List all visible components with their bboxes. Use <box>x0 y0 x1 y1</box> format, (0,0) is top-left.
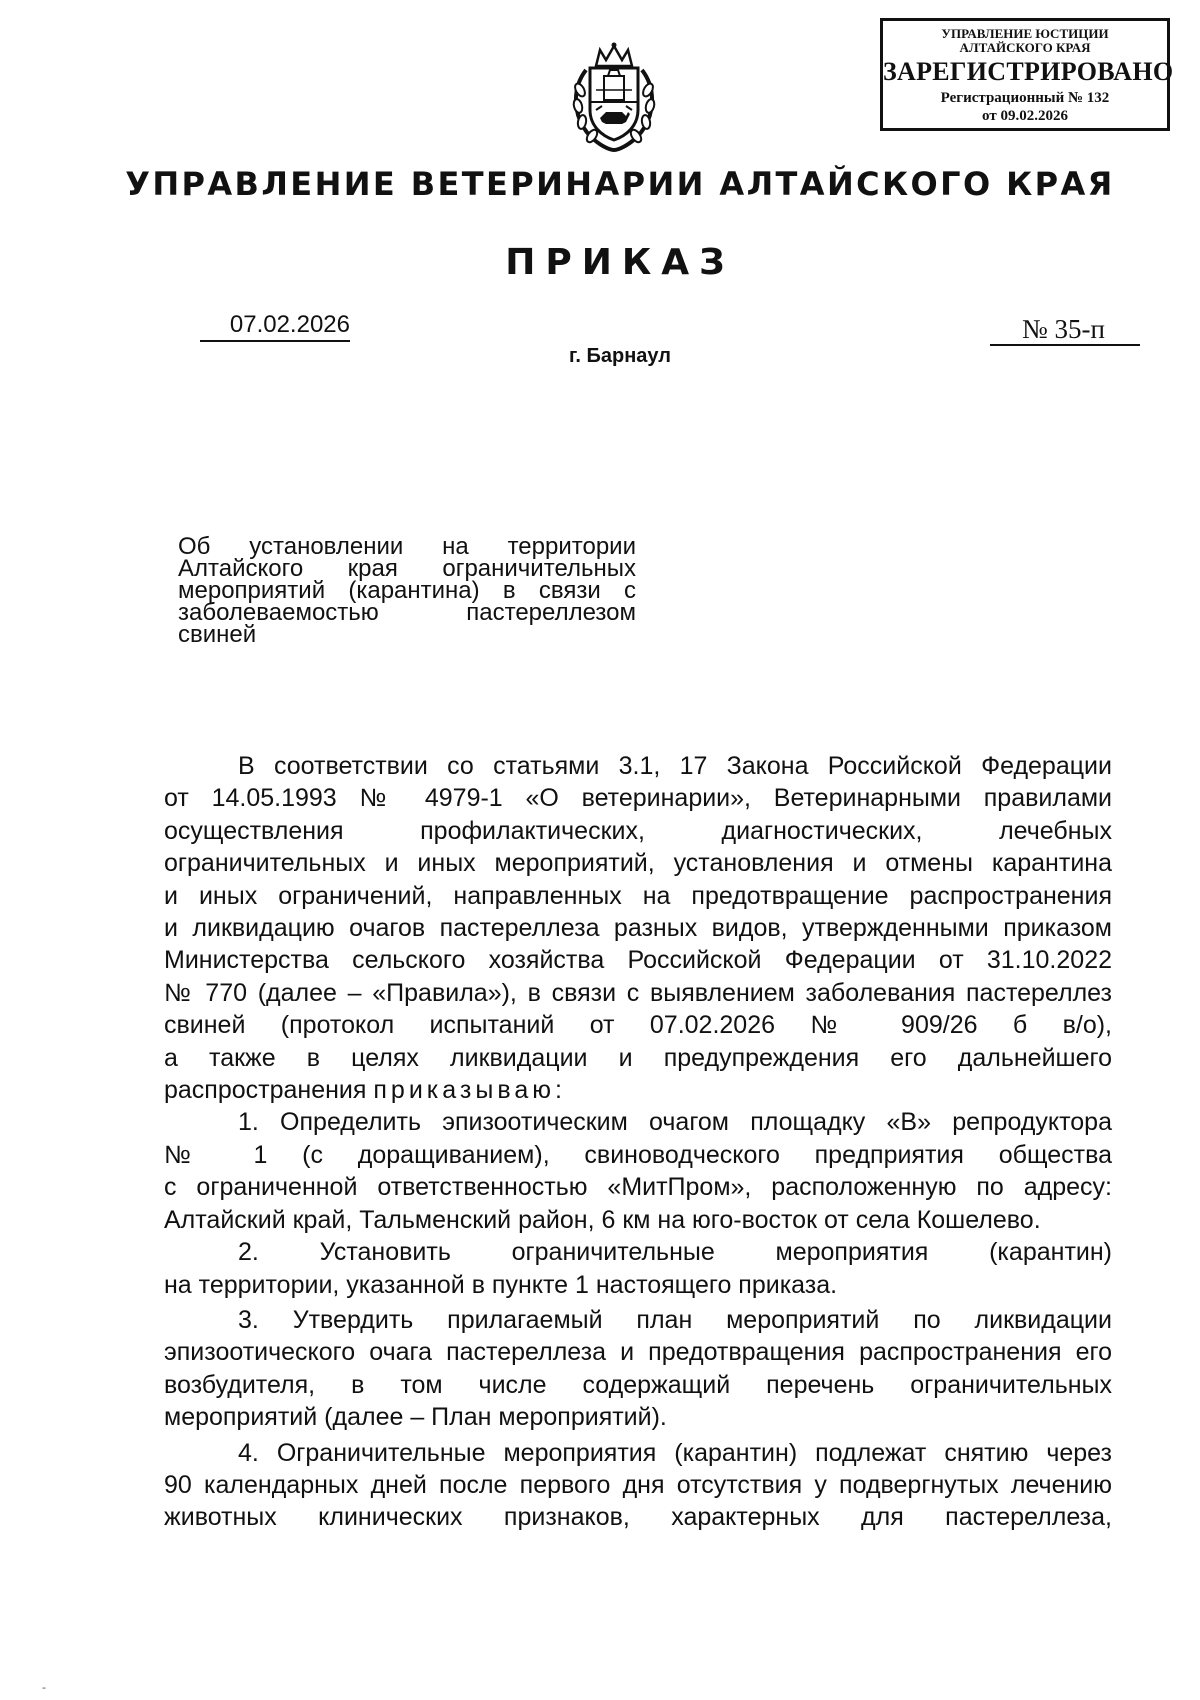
subject-line: Алтайского края ограничительных <box>178 555 636 582</box>
body-line: ограничительных и иных мероприятий, установления и отмены карантина <box>164 849 1112 878</box>
stamp-authority-line2: АЛТАЙСКОГО КРАЯ <box>959 40 1091 55</box>
body-line-order <box>164 1074 1112 1106</box>
body-line: и иных ограничений, направленных на предотвращение распространения <box>164 881 1112 910</box>
body-line: возбудителя, в том числе содержащий перечень ограничительных <box>164 1370 1112 1399</box>
subject-line: свиней <box>178 621 257 648</box>
subject-line: заболеваемостью пастереллезом <box>178 599 636 626</box>
body-line: мероприятий (далее – План мероприятий). <box>164 1403 667 1432</box>
body-line: 2. Установить ограничительные мероприятия (карантин) <box>238 1238 1112 1267</box>
stamp-authority-line1: УПРАВЛЕНИЕ ЮСТИЦИИ <box>941 26 1109 41</box>
item-4 <box>164 1437 1112 1534</box>
document-subject <box>178 533 636 648</box>
margin-mark: - <box>42 1680 46 1694</box>
document-type: ПРИКАЗ <box>505 242 735 283</box>
body-line: и ликвидацию очагов пастереллеза разных видов, утвержденными приказом <box>164 914 1112 943</box>
stamp-status: ЗАРЕГИСТРИРОВАНО <box>883 57 1174 86</box>
document-city: г. Барнаул <box>569 345 671 367</box>
subject-line: мероприятий (карантина) в связи с <box>178 577 636 604</box>
body-line: свиней (протокол испытаний от 07.02.2026 № 909/26 б в/о), <box>164 1011 1112 1040</box>
body-line: № 1 (с доращиванием), свиноводческого предприятия общества <box>164 1140 1112 1169</box>
subject-line: Об установлении на территории <box>178 533 636 560</box>
body-line: 90 календарных дней после первого дня отсутствия у подвергнутых лечению <box>164 1470 1112 1499</box>
body-line: 4. Ограничительные мероприятия (карантин) подлежат снятию через <box>238 1438 1112 1467</box>
order-word: приказываю: <box>373 1076 566 1105</box>
body-line: 3. Утвердить прилагаемый план мероприятий по ликвидации <box>238 1305 1112 1334</box>
body-line: а также в целях ликвидации и предупреждения его дальнейшего <box>164 1043 1112 1072</box>
preamble-paragraph <box>164 750 1112 1106</box>
item-1 <box>164 1106 1112 1236</box>
stamp-reg-number: Регистрационный № 132 <box>940 90 1110 106</box>
item-3 <box>164 1304 1112 1434</box>
body-line: от 14.05.1993 № 4979-1 «О ветеринарии», Ветеринарными правилами <box>164 784 1112 813</box>
body-line: осуществления профилактических, диагностических, лечебных <box>164 816 1112 845</box>
body-line: Алтайский край, Тальменский район, 6 км на юго-восток от села Кошелево. <box>164 1205 1041 1234</box>
body-line: эпизоотического очага пастереллеза и предотвращения распространения его <box>164 1338 1112 1367</box>
body-line: № 770 (далее – «Правила»), в связи с выявлением заболевания пастереллез <box>164 978 1112 1007</box>
coat-of-arms-icon <box>566 40 662 152</box>
order-prefix: распространения <box>164 1076 374 1105</box>
body-line: 1. Определить эпизоотическим очагом площадку «В» репродуктора <box>238 1108 1112 1137</box>
body-line: Министерства сельского хозяйства Российской Федерации от 31.10.2022 <box>164 946 1112 975</box>
registration-stamp <box>880 18 1174 131</box>
body-line: В соответствии со статьями 3.1, 17 Закона Российской Федерации <box>238 752 1112 780</box>
document-date: 07.02.2026 <box>200 310 350 342</box>
stamp-reg-date: от 09.02.2026 <box>982 108 1068 124</box>
document-body <box>164 750 1112 1534</box>
body-line: животных клинических признаков, характерных для пастереллеза, <box>164 1503 1112 1532</box>
document-number: № 35-п <box>990 314 1140 346</box>
body-line: с ограниченной ответственностью «МитПром», расположенную по адресу: <box>164 1173 1112 1202</box>
organization-title: УПРАВЛЕНИЕ ВЕТЕРИНАРИИ АЛТАЙСКОГО КРАЯ <box>125 165 1115 203</box>
item-2 <box>164 1236 1112 1301</box>
body-line: на территории, указанной в пункте 1 настоящего приказа. <box>164 1270 838 1299</box>
